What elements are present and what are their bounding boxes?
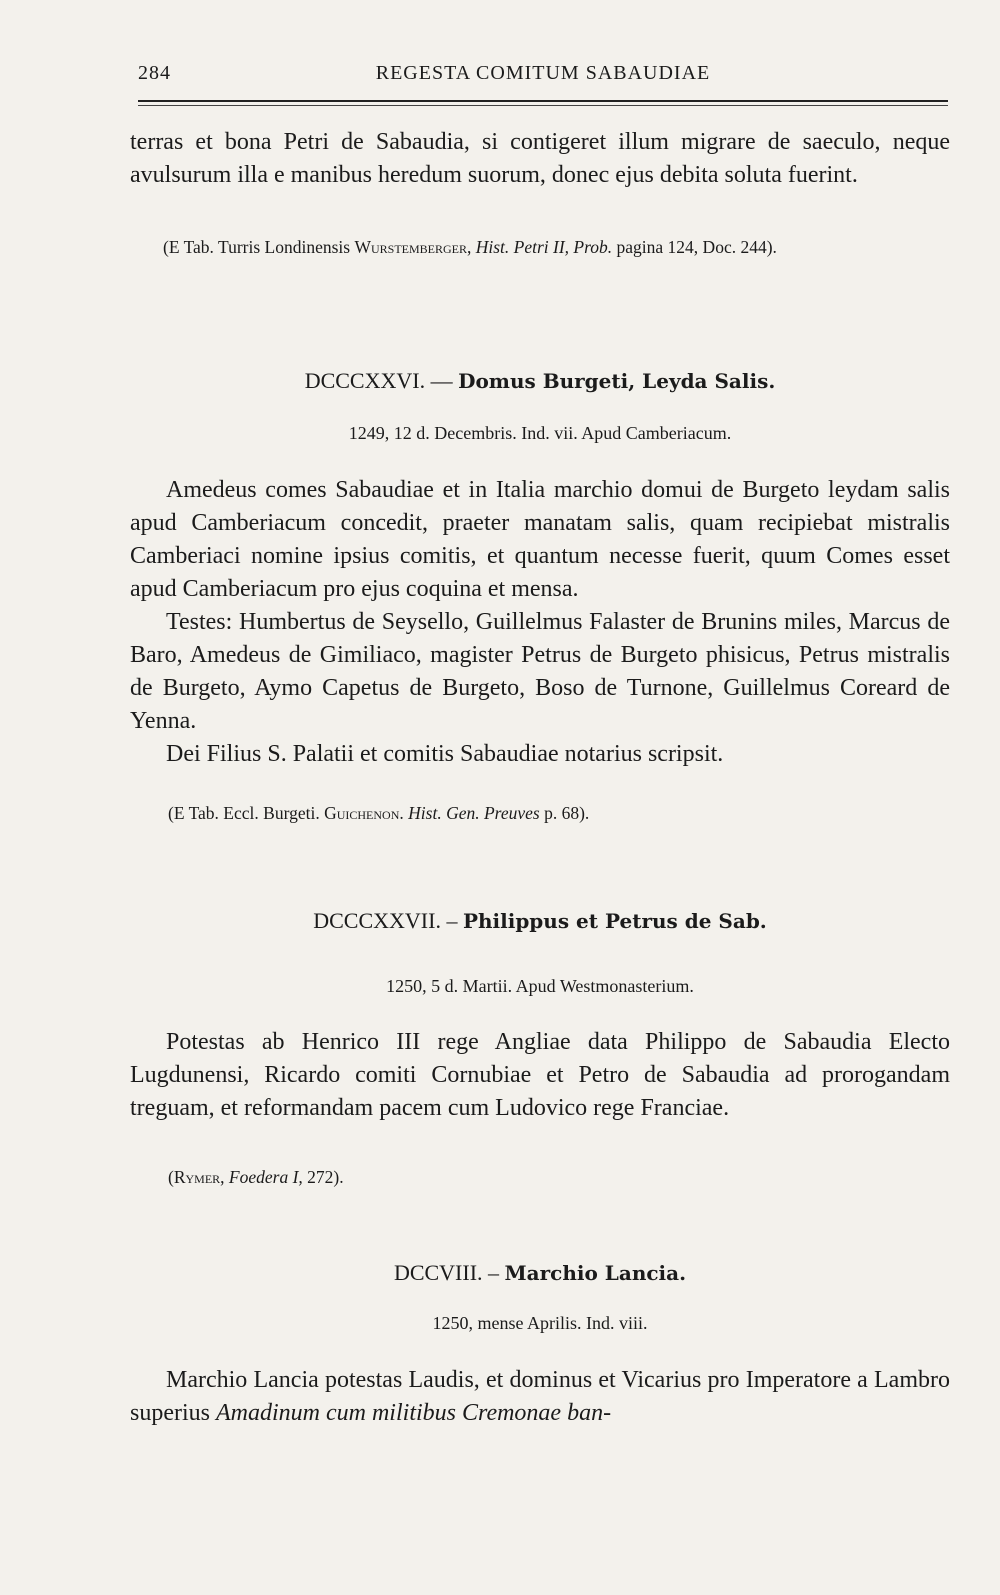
entry-827-date: 1250, 5 d. Martii. Apud Westmonasterium. xyxy=(386,976,694,996)
entry-heading: DCCCXXVII. – Philippus et Petrus de Sab. xyxy=(313,908,767,933)
entry-827-heading xyxy=(130,908,950,934)
entry-827-source: (Rymer, Foedera I, 272). xyxy=(168,1167,344,1187)
running-header xyxy=(138,62,948,92)
entry-826-body xyxy=(130,474,950,771)
intro-continuation xyxy=(130,126,950,192)
entry-heading: DCCVIII. – Marchio Lancia. xyxy=(393,1260,687,1285)
entry-826-para3: Dei Filius S. Palatii et comitis Sabaudiae notarius scripsit. xyxy=(166,741,724,767)
entry-828-date: 1250, mense Aprilis. Ind. viii. xyxy=(432,1313,648,1333)
entry-826-heading xyxy=(130,368,950,394)
entry-828-body xyxy=(130,1364,950,1430)
header-rule-thin xyxy=(138,105,948,106)
entry-826-para1: Amedeus comes Sabaudiae et in Italia marchio domui de Burgeto leydam salis apud Camberiacum concedit, praeter manatam salis, quam recipiebat mistralis Camberiaci nomine ipsius comitis, et quantum necesse fuerit, quum Comes esset apud Camberiacum pro ejus coquina et mensa. xyxy=(130,477,950,602)
entry-heading: DCCCXXVI. — Domus Burgeti, Leyda Salis. xyxy=(304,368,776,393)
intro-source xyxy=(165,234,948,261)
page-number: 284 xyxy=(138,62,171,84)
entry-828-heading xyxy=(130,1260,950,1286)
entry-826-source: (E Tab. Eccl. Burgeti. Guichenon. Hist. Gen. Preuves p. 68). xyxy=(168,803,590,823)
entry-826-para2: Testes: Humbertus de Seysello, Guillelmus Falaster de Brunins miles, Marcus de Baro, Amedeus de Gimiliaco, magister Petrus de Burgeto phisicus, Petrus mistralis de Burgeto, Aymo Capetus de Burgeto, Boso de Turnone, Guillelmus Coreard de Yenna. xyxy=(130,609,950,734)
intro-source-line: (E Tab. Turris Londinensis Wurstemberger, Hist. Petri II, Prob. pagina 124, Doc. 244). xyxy=(163,237,777,257)
entry-826-date: 1249, 12 d. Decembris. Ind. vii. Apud Camberiacum. xyxy=(348,423,732,443)
entry-828-para1: Marchio Lancia potestas Laudis, et dominus et Vicarius pro Imperatore a Lambro superius Amadinum cum militibus Cremonae ban- xyxy=(130,1367,950,1426)
entry-827-body xyxy=(130,1026,950,1125)
header-rule xyxy=(138,100,948,102)
entry-827-para1: Potestas ab Henrico III rege Angliae data Philippo de Sabaudia Electo Lugdunensi, Ricardo comiti Cornubiae et Petro de Sabaudia ad prorogandam treguam, et reformandam pacem cum Ludovico rege Franciae. xyxy=(130,1029,950,1121)
running-title: REGESTA COMITUM SABAUDIAE xyxy=(375,62,711,84)
intro-text: terras et bona Petri de Sabaudia, si contigeret illum migrare de saeculo, neque avulsurum illa e manibus heredum suorum, donec ejus debita soluta fuerint. xyxy=(130,129,950,188)
